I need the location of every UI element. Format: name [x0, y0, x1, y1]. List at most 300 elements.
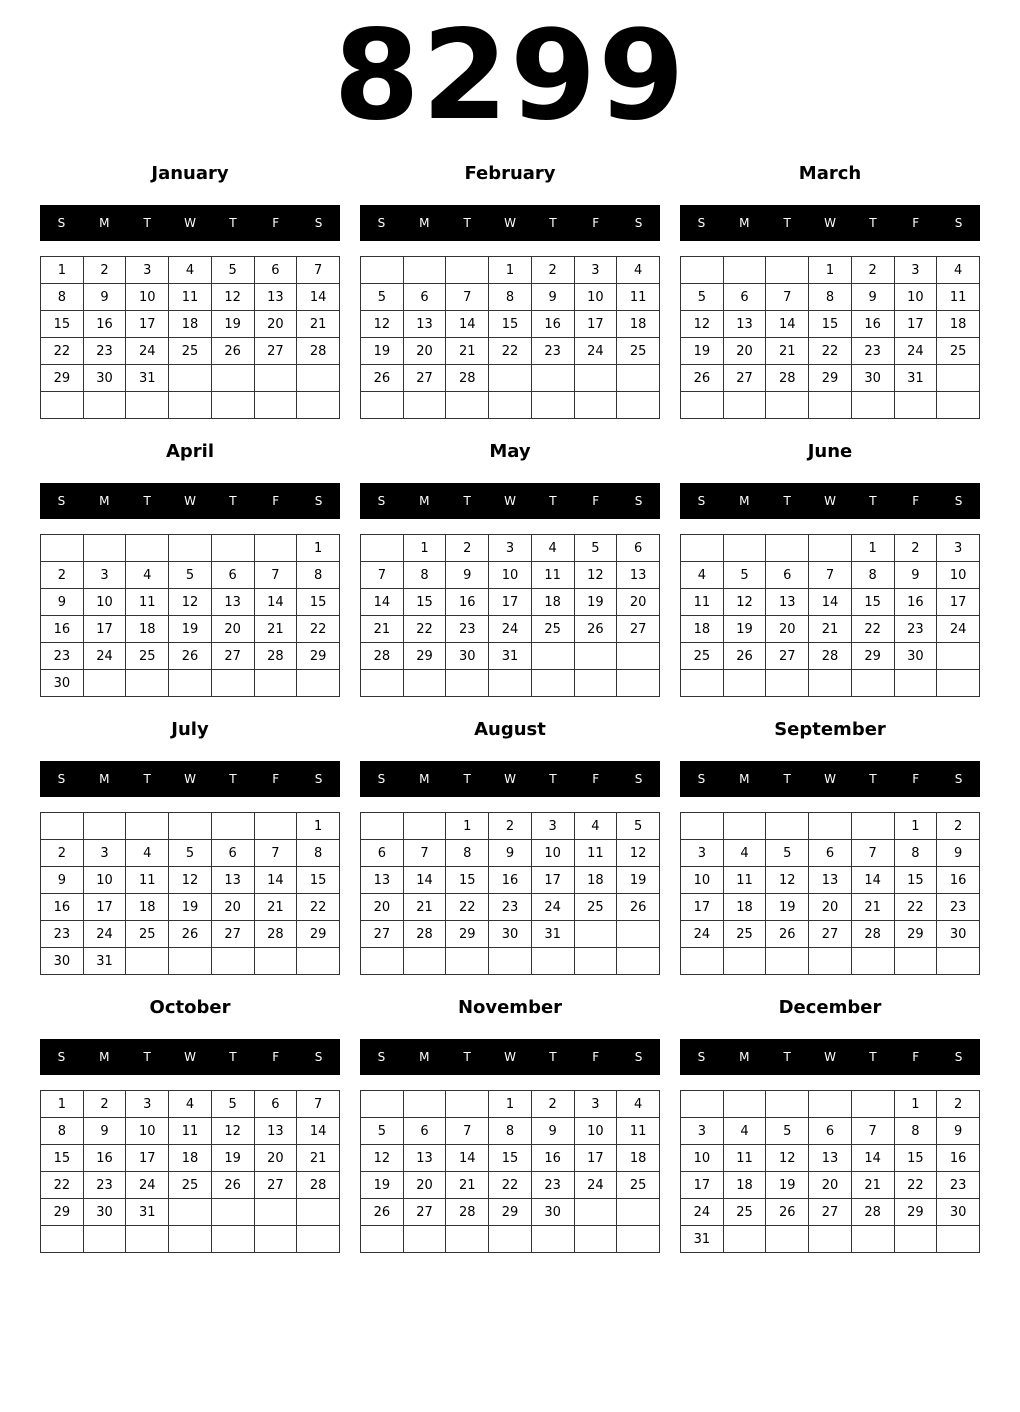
day-cell	[809, 392, 852, 419]
day-cell: 17	[126, 311, 169, 338]
weekday-label: M	[419, 494, 430, 508]
day-cell: 19	[361, 338, 404, 365]
week-row	[41, 670, 340, 697]
day-cell	[531, 1226, 574, 1253]
day-cell	[169, 535, 212, 562]
weekday-label: F	[592, 1050, 600, 1064]
day-cell: 21	[851, 1172, 894, 1199]
day-cell: 4	[169, 257, 212, 284]
day-cell	[681, 813, 724, 840]
week-row	[41, 840, 340, 867]
day-cell: 22	[489, 338, 532, 365]
week-row	[361, 1172, 660, 1199]
day-cell	[126, 392, 169, 419]
day-cell: 26	[617, 894, 660, 921]
day-cell: 30	[851, 365, 894, 392]
day-cell: 20	[809, 1172, 852, 1199]
day-cell	[723, 257, 766, 284]
day-cell: 5	[361, 1118, 404, 1145]
day-cell: 7	[446, 1118, 489, 1145]
weekday-label: S	[57, 494, 66, 508]
week-row	[361, 284, 660, 311]
day-cell: 27	[766, 643, 809, 670]
weekday-label: W	[824, 216, 836, 230]
week-row	[681, 1226, 980, 1253]
day-cell: 17	[83, 894, 126, 921]
weekday-label: S	[314, 494, 323, 508]
day-cell	[809, 535, 852, 562]
day-cell	[851, 813, 894, 840]
day-cell	[617, 392, 660, 419]
week-row	[41, 643, 340, 670]
day-cell: 2	[83, 257, 126, 284]
month-name: January	[151, 163, 229, 184]
day-grid	[360, 534, 660, 697]
day-cell: 5	[169, 840, 212, 867]
day-cell: 22	[297, 616, 340, 643]
weekday-label: T	[549, 216, 557, 230]
day-cell	[937, 643, 980, 670]
day-cell	[617, 365, 660, 392]
weekday-label: S	[954, 216, 963, 230]
day-cell	[126, 1226, 169, 1253]
week-row	[41, 921, 340, 948]
day-cell: 17	[681, 894, 724, 921]
day-cell: 15	[41, 1145, 84, 1172]
day-cell: 28	[446, 1199, 489, 1226]
weekday-label: T	[869, 216, 877, 230]
weekday-header	[360, 205, 660, 241]
weekday-label: T	[463, 494, 471, 508]
day-cell: 23	[83, 338, 126, 365]
day-cell: 3	[681, 1118, 724, 1145]
day-cell: 24	[83, 643, 126, 670]
week-row	[361, 921, 660, 948]
day-cell	[617, 643, 660, 670]
weekday-label: T	[229, 1050, 237, 1064]
day-cell	[894, 948, 937, 975]
week-row	[361, 643, 660, 670]
day-cell	[361, 535, 404, 562]
day-cell: 15	[894, 867, 937, 894]
day-cell	[169, 1199, 212, 1226]
weekday-label: F	[912, 216, 920, 230]
day-cell: 9	[41, 867, 84, 894]
week-row	[41, 338, 340, 365]
day-cell: 4	[126, 840, 169, 867]
day-cell: 15	[297, 589, 340, 616]
day-cell: 2	[41, 562, 84, 589]
weekday-label: T	[463, 1050, 471, 1064]
day-cell	[169, 813, 212, 840]
day-cell: 22	[894, 1172, 937, 1199]
day-cell	[297, 392, 340, 419]
month-name: April	[165, 441, 215, 462]
day-cell: 23	[83, 1172, 126, 1199]
week-row	[361, 867, 660, 894]
week-row	[41, 1145, 340, 1172]
day-cell: 22	[809, 338, 852, 365]
day-cell: 19	[361, 1172, 404, 1199]
week-row	[41, 589, 340, 616]
day-cell: 5	[211, 1091, 254, 1118]
day-cell	[766, 257, 809, 284]
week-row	[681, 670, 980, 697]
weekday-label: W	[504, 494, 516, 508]
day-cell: 2	[531, 257, 574, 284]
day-cell: 16	[41, 616, 84, 643]
day-cell: 10	[531, 840, 574, 867]
day-cell: 28	[297, 1172, 340, 1199]
day-cell: 27	[211, 921, 254, 948]
day-cell: 4	[169, 1091, 212, 1118]
day-cell: 25	[723, 1199, 766, 1226]
day-cell: 17	[894, 311, 937, 338]
day-cell	[489, 365, 532, 392]
day-cell: 13	[403, 1145, 446, 1172]
weekday-label: T	[783, 216, 791, 230]
day-cell: 17	[681, 1172, 724, 1199]
day-cell	[894, 670, 937, 697]
day-cell: 7	[361, 562, 404, 589]
day-cell: 31	[126, 365, 169, 392]
week-row	[681, 840, 980, 867]
day-cell	[41, 813, 84, 840]
weekday-header	[680, 1039, 980, 1075]
day-cell: 23	[531, 1172, 574, 1199]
week-row	[361, 1091, 660, 1118]
week-row	[41, 535, 340, 562]
day-cell	[489, 392, 532, 419]
day-cell: 26	[681, 365, 724, 392]
day-cell: 13	[361, 867, 404, 894]
month-name: May	[489, 441, 531, 462]
week-row	[41, 813, 340, 840]
day-cell	[809, 670, 852, 697]
day-cell: 25	[723, 921, 766, 948]
day-cell	[809, 1226, 852, 1253]
day-cell: 23	[851, 338, 894, 365]
weekday-label: T	[143, 1050, 151, 1064]
day-cell	[211, 535, 254, 562]
day-cell: 19	[169, 894, 212, 921]
weekday-header	[360, 1039, 660, 1075]
day-cell: 2	[937, 1091, 980, 1118]
weekday-label: F	[272, 216, 280, 230]
day-cell: 21	[446, 338, 489, 365]
day-cell: 14	[254, 589, 297, 616]
day-cell: 30	[937, 1199, 980, 1226]
day-cell: 1	[297, 535, 340, 562]
day-cell	[766, 535, 809, 562]
day-cell: 30	[83, 1199, 126, 1226]
month-name: July	[171, 719, 209, 740]
week-row	[681, 257, 980, 284]
day-cell: 27	[723, 365, 766, 392]
day-cell	[766, 1091, 809, 1118]
day-cell: 3	[83, 840, 126, 867]
weekday-label: T	[869, 1050, 877, 1064]
weekday-label: S	[634, 1050, 643, 1064]
day-cell: 12	[766, 1145, 809, 1172]
day-cell: 1	[894, 1091, 937, 1118]
day-cell	[809, 948, 852, 975]
day-cell: 17	[574, 311, 617, 338]
day-cell: 15	[297, 867, 340, 894]
day-cell: 13	[211, 867, 254, 894]
day-cell	[574, 365, 617, 392]
day-cell: 5	[361, 284, 404, 311]
day-cell: 16	[531, 1145, 574, 1172]
day-cell	[83, 670, 126, 697]
day-cell: 7	[446, 284, 489, 311]
day-cell: 24	[937, 616, 980, 643]
day-cell: 12	[681, 311, 724, 338]
day-cell	[489, 948, 532, 975]
weekday-label: M	[419, 772, 430, 786]
day-cell	[446, 670, 489, 697]
day-cell: 2	[446, 535, 489, 562]
day-cell	[574, 1226, 617, 1253]
day-cell: 27	[361, 921, 404, 948]
day-cell: 11	[617, 284, 660, 311]
month-name: December	[778, 997, 882, 1018]
weekday-label: F	[912, 1050, 920, 1064]
day-cell: 17	[489, 589, 532, 616]
day-cell: 16	[83, 311, 126, 338]
weekday-header	[360, 761, 660, 797]
week-row	[361, 670, 660, 697]
day-cell: 26	[211, 1172, 254, 1199]
day-cell: 8	[41, 1118, 84, 1145]
day-cell: 7	[766, 284, 809, 311]
day-cell: 8	[446, 840, 489, 867]
day-cell: 13	[809, 1145, 852, 1172]
weekday-label: S	[697, 772, 706, 786]
weekday-label: S	[377, 216, 386, 230]
day-cell: 15	[446, 867, 489, 894]
day-cell: 30	[41, 948, 84, 975]
day-cell: 21	[254, 894, 297, 921]
day-cell: 1	[297, 813, 340, 840]
weekday-header	[680, 205, 980, 241]
day-cell: 23	[937, 1172, 980, 1199]
day-cell: 25	[681, 643, 724, 670]
day-cell: 30	[446, 643, 489, 670]
day-cell	[211, 670, 254, 697]
weekday-label: W	[504, 1050, 516, 1064]
day-cell: 9	[83, 1118, 126, 1145]
day-cell: 14	[851, 867, 894, 894]
day-cell: 28	[446, 365, 489, 392]
day-cell: 29	[851, 643, 894, 670]
day-cell	[126, 948, 169, 975]
day-cell: 15	[809, 311, 852, 338]
weekday-label: M	[419, 1050, 430, 1064]
day-cell: 6	[617, 535, 660, 562]
day-cell: 8	[851, 562, 894, 589]
day-cell	[446, 392, 489, 419]
day-cell: 15	[489, 311, 532, 338]
day-cell: 18	[723, 1172, 766, 1199]
day-cell: 6	[361, 840, 404, 867]
day-cell: 9	[531, 284, 574, 311]
day-cell: 21	[297, 1145, 340, 1172]
day-cell: 24	[574, 1172, 617, 1199]
day-cell: 12	[169, 867, 212, 894]
day-cell: 23	[489, 894, 532, 921]
weekday-label: W	[824, 494, 836, 508]
day-cell	[937, 1226, 980, 1253]
day-cell	[211, 1199, 254, 1226]
day-grid	[680, 534, 980, 697]
day-cell: 9	[937, 840, 980, 867]
day-cell: 5	[169, 562, 212, 589]
day-cell: 28	[851, 921, 894, 948]
day-cell	[403, 813, 446, 840]
weekday-label: F	[272, 1050, 280, 1064]
day-cell: 10	[894, 284, 937, 311]
day-cell: 1	[403, 535, 446, 562]
day-cell: 1	[446, 813, 489, 840]
day-cell: 4	[574, 813, 617, 840]
day-cell: 9	[531, 1118, 574, 1145]
day-cell	[83, 392, 126, 419]
day-cell: 10	[83, 867, 126, 894]
day-cell: 24	[894, 338, 937, 365]
day-cell: 13	[809, 867, 852, 894]
day-cell: 26	[361, 1199, 404, 1226]
day-cell: 29	[403, 643, 446, 670]
day-cell: 22	[894, 894, 937, 921]
year-title: 8299	[333, 4, 687, 148]
day-cell: 20	[403, 338, 446, 365]
day-grid	[40, 256, 340, 419]
day-cell: 25	[126, 643, 169, 670]
week-row	[361, 562, 660, 589]
day-cell: 11	[723, 1145, 766, 1172]
day-cell: 25	[126, 921, 169, 948]
day-cell	[254, 365, 297, 392]
week-row	[361, 1145, 660, 1172]
day-cell	[574, 670, 617, 697]
day-cell: 21	[403, 894, 446, 921]
day-cell: 31	[531, 921, 574, 948]
day-cell: 2	[937, 813, 980, 840]
day-cell: 11	[574, 840, 617, 867]
day-cell: 18	[126, 616, 169, 643]
day-cell: 3	[489, 535, 532, 562]
weekday-label: T	[463, 216, 471, 230]
day-cell: 13	[403, 311, 446, 338]
weekday-label: M	[99, 494, 110, 508]
week-row	[361, 311, 660, 338]
day-cell: 26	[169, 921, 212, 948]
day-cell: 26	[169, 643, 212, 670]
day-cell: 30	[489, 921, 532, 948]
week-row	[681, 616, 980, 643]
day-cell	[361, 813, 404, 840]
day-cell: 25	[574, 894, 617, 921]
day-cell: 15	[41, 311, 84, 338]
day-cell: 3	[937, 535, 980, 562]
weekday-label: T	[463, 772, 471, 786]
day-cell: 30	[937, 921, 980, 948]
week-row	[361, 589, 660, 616]
day-cell: 18	[169, 1145, 212, 1172]
day-cell: 31	[489, 643, 532, 670]
weekday-label: M	[99, 772, 110, 786]
day-cell: 7	[851, 1118, 894, 1145]
day-grid	[680, 812, 980, 975]
weekday-label: T	[143, 772, 151, 786]
day-cell: 8	[297, 562, 340, 589]
week-row	[361, 894, 660, 921]
day-cell: 31	[681, 1226, 724, 1253]
day-cell	[574, 948, 617, 975]
day-cell	[681, 670, 724, 697]
day-cell: 10	[681, 867, 724, 894]
day-cell: 3	[574, 257, 617, 284]
weekday-label: T	[783, 494, 791, 508]
day-cell	[211, 365, 254, 392]
week-row	[361, 948, 660, 975]
day-cell: 7	[403, 840, 446, 867]
week-row	[41, 894, 340, 921]
day-cell: 6	[723, 284, 766, 311]
day-cell: 6	[809, 840, 852, 867]
weekday-label: S	[634, 494, 643, 508]
day-cell: 30	[894, 643, 937, 670]
day-cell: 27	[211, 643, 254, 670]
day-cell	[126, 813, 169, 840]
day-cell: 6	[403, 284, 446, 311]
day-cell: 3	[83, 562, 126, 589]
weekday-label: F	[912, 772, 920, 786]
day-cell	[361, 392, 404, 419]
day-cell	[574, 1199, 617, 1226]
day-cell: 31	[894, 365, 937, 392]
day-cell	[446, 1091, 489, 1118]
day-cell: 27	[809, 1199, 852, 1226]
day-cell	[403, 392, 446, 419]
day-cell	[403, 1226, 446, 1253]
day-cell: 12	[211, 284, 254, 311]
day-cell	[574, 392, 617, 419]
day-cell: 19	[766, 1172, 809, 1199]
day-cell: 2	[41, 840, 84, 867]
day-cell: 18	[574, 867, 617, 894]
day-cell	[809, 1091, 852, 1118]
week-row	[361, 535, 660, 562]
day-cell	[169, 670, 212, 697]
weekday-label: F	[592, 216, 600, 230]
day-cell: 26	[361, 365, 404, 392]
week-row	[41, 1091, 340, 1118]
day-cell: 18	[617, 311, 660, 338]
day-cell: 11	[169, 284, 212, 311]
day-cell: 23	[41, 643, 84, 670]
day-cell	[446, 948, 489, 975]
day-cell	[617, 1199, 660, 1226]
day-cell: 19	[617, 867, 660, 894]
day-cell: 20	[723, 338, 766, 365]
day-cell: 3	[126, 1091, 169, 1118]
day-cell: 22	[297, 894, 340, 921]
weekday-label: T	[229, 772, 237, 786]
day-cell: 5	[766, 840, 809, 867]
day-cell: 22	[489, 1172, 532, 1199]
